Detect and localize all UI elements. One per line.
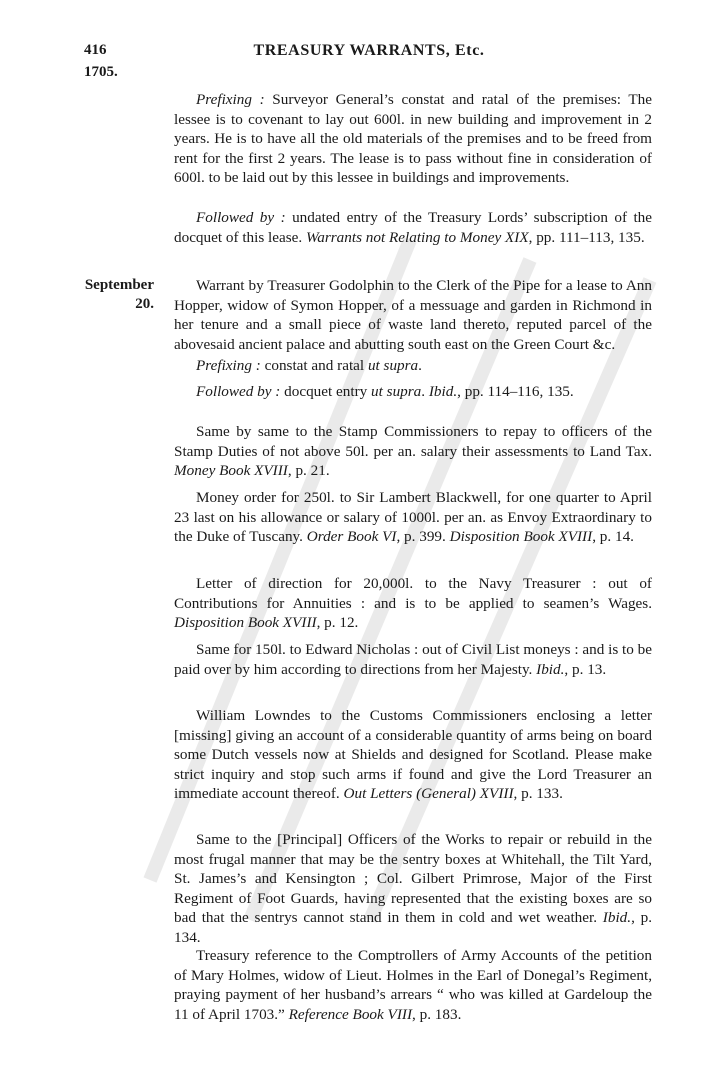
entry-text: undated entry of the Treasury Lords’ subscription of the docquet of this lease.: [174, 209, 653, 246]
entry-text: Same to the [Principal] Officers of the Works to repair or rebuild in the most frugal manner that may be the sentry boxes at Whitehall, the Tilt Yard, St. James’s and Kensington ; Col. Gilbert Primrose, Major of the First Regiment of Foot Guards, having represented that the existing boxes are so bad that the sentrys cannot stand in them in cold and wet weather.: [174, 831, 652, 926]
entry-tail: , pp. 114–116, 135.: [457, 383, 574, 400]
entry-text: Letter of direction for 20,000l. to the Navy Treasurer : out of Contributions for Annuities : and is to be applied to seamen’s Wages.: [174, 575, 652, 612]
entry-reference: Disposition Book XVIII: [174, 614, 317, 631]
entry-prefixing-1: [174, 90, 652, 188]
entry-edward-nicholas: [174, 640, 652, 679]
entry-tail: , pp. 111–113, 135.: [528, 228, 645, 246]
entry-reference: Reference Book VIII: [288, 1005, 412, 1023]
entry-ut-supra: ut supra: [371, 383, 422, 400]
entry-label: Prefixing :: [196, 357, 261, 374]
entry-lowndes-customs: [174, 706, 652, 804]
entry-reference: Out Letters (General) XVIII: [343, 785, 514, 802]
margin-date: [72, 276, 154, 314]
entry-tail: , p. 13.: [564, 660, 607, 678]
entry-tail: , p. 134.: [174, 909, 653, 946]
entry-reference: Order Book VI: [306, 528, 397, 545]
entry-followed-by-2: [174, 382, 652, 402]
entry-officers-of-works: [174, 830, 652, 947]
page-header: [84, 42, 654, 66]
entry-reference: Warrants not Relating to Money XIX: [306, 228, 529, 246]
entry-text: Surveyor General’s constat and ratal of the premises: The lessee is to covenant to lay out 600l. in new building and improvement in 2 years. He is to have all the old materials of the premises and to be freed from rent for the first 2 years. The lease is to pass without fine in consideration of 600l. to be laid out by this lessee in buildings and improvements.: [174, 91, 652, 186]
year-marker: 1705.: [84, 64, 118, 80]
entry-navy-treasurer: [174, 574, 652, 633]
entry-text: William Lowndes to the Customs Commissioners enclosing a letter [missing] giving an account of a considerable quantity of arms being on board some Dutch vessels now at Shields and designed for Scotland. Please make strict inquiry and stop such arms if found and give the Lord Treasurer an immediate account thereof.: [174, 707, 652, 802]
entry-treasury-reference-holmes: [174, 946, 652, 1024]
entry-tail: .: [418, 357, 422, 374]
entry-reference: Money Book XVIII: [174, 462, 288, 479]
entry-text: Treasury reference to the Comptrollers of Army Accounts of the petition of Mary Holmes, widow of Lieut. Holmes in the Earl of Donegal’s Regiment, praying payment of her husband’s arrears “ who was killed at Gardeloup the 11 of April 1703.”: [174, 947, 652, 1023]
entry-stamp-commissioners: [174, 422, 652, 481]
entry-tail: , p. 12.: [316, 614, 359, 631]
entry-label: Prefixing :: [196, 91, 265, 108]
entry-text: Same for 150l. to Edward Nicholas : out of Civil List moneys : and is to be paid over by him according to directions from her Majesty.: [174, 641, 652, 678]
entry-reference-2: Disposition Book XVIII: [449, 528, 593, 545]
entry-reference: Ibid.: [536, 660, 565, 678]
entry-text: constat and ratal: [260, 357, 368, 374]
entry-text: Same by same to the Stamp Commissioners to repay to officers of the Stamp Duties of not above 50l. per an. salary their assessments to Land Tax.: [174, 423, 652, 460]
entry-tail: , p. 14.: [592, 528, 634, 545]
entry-tail: , p. 21.: [287, 462, 330, 479]
entry-text: docquet entry: [280, 383, 372, 400]
entry-tail: , p. 133.: [513, 785, 563, 802]
running-head: TREASURY WARRANTS, Etc.: [253, 42, 485, 59]
page-number: 416: [84, 42, 107, 58]
entry-reference: Ibid.: [428, 383, 458, 400]
entry-money-order-blackwell: [174, 488, 652, 547]
entry-text: Warrant by Treasurer Godolphin to the Clerk of the Pipe for a lease to Ann Hopper, widow of Symon Hopper, of a messuage and garden in Richmond in her tenure and a small piece of waste land thereto, reputed parcel of the abovesaid ancient palace and abutting south east on the Green Court &c.: [174, 277, 652, 353]
margin-date-month: September: [84, 277, 154, 293]
entry-mid: .: [421, 383, 429, 400]
entry-label: Followed by :: [196, 209, 286, 226]
entry-reference: Ibid.: [602, 909, 632, 926]
margin-date-day: 20.: [135, 296, 154, 312]
entry-followed-by-1: [174, 208, 652, 247]
entry-label: Followed by :: [196, 383, 281, 400]
entry-ut-supra: ut supra: [367, 357, 419, 374]
entry-prefixing-2: [174, 356, 652, 376]
entry-mid: , p. 399.: [396, 528, 450, 545]
entry-text: Money order for 250l. to Sir Lambert Blackwell, for one quarter to April 23 last on his allowance or salary of 1000l. per an. as Envoy Extraordinary to the Duke of Tuscany.: [174, 489, 652, 545]
entry-warrant-hopper: [174, 276, 652, 354]
entry-tail: , p. 183.: [412, 1005, 462, 1023]
